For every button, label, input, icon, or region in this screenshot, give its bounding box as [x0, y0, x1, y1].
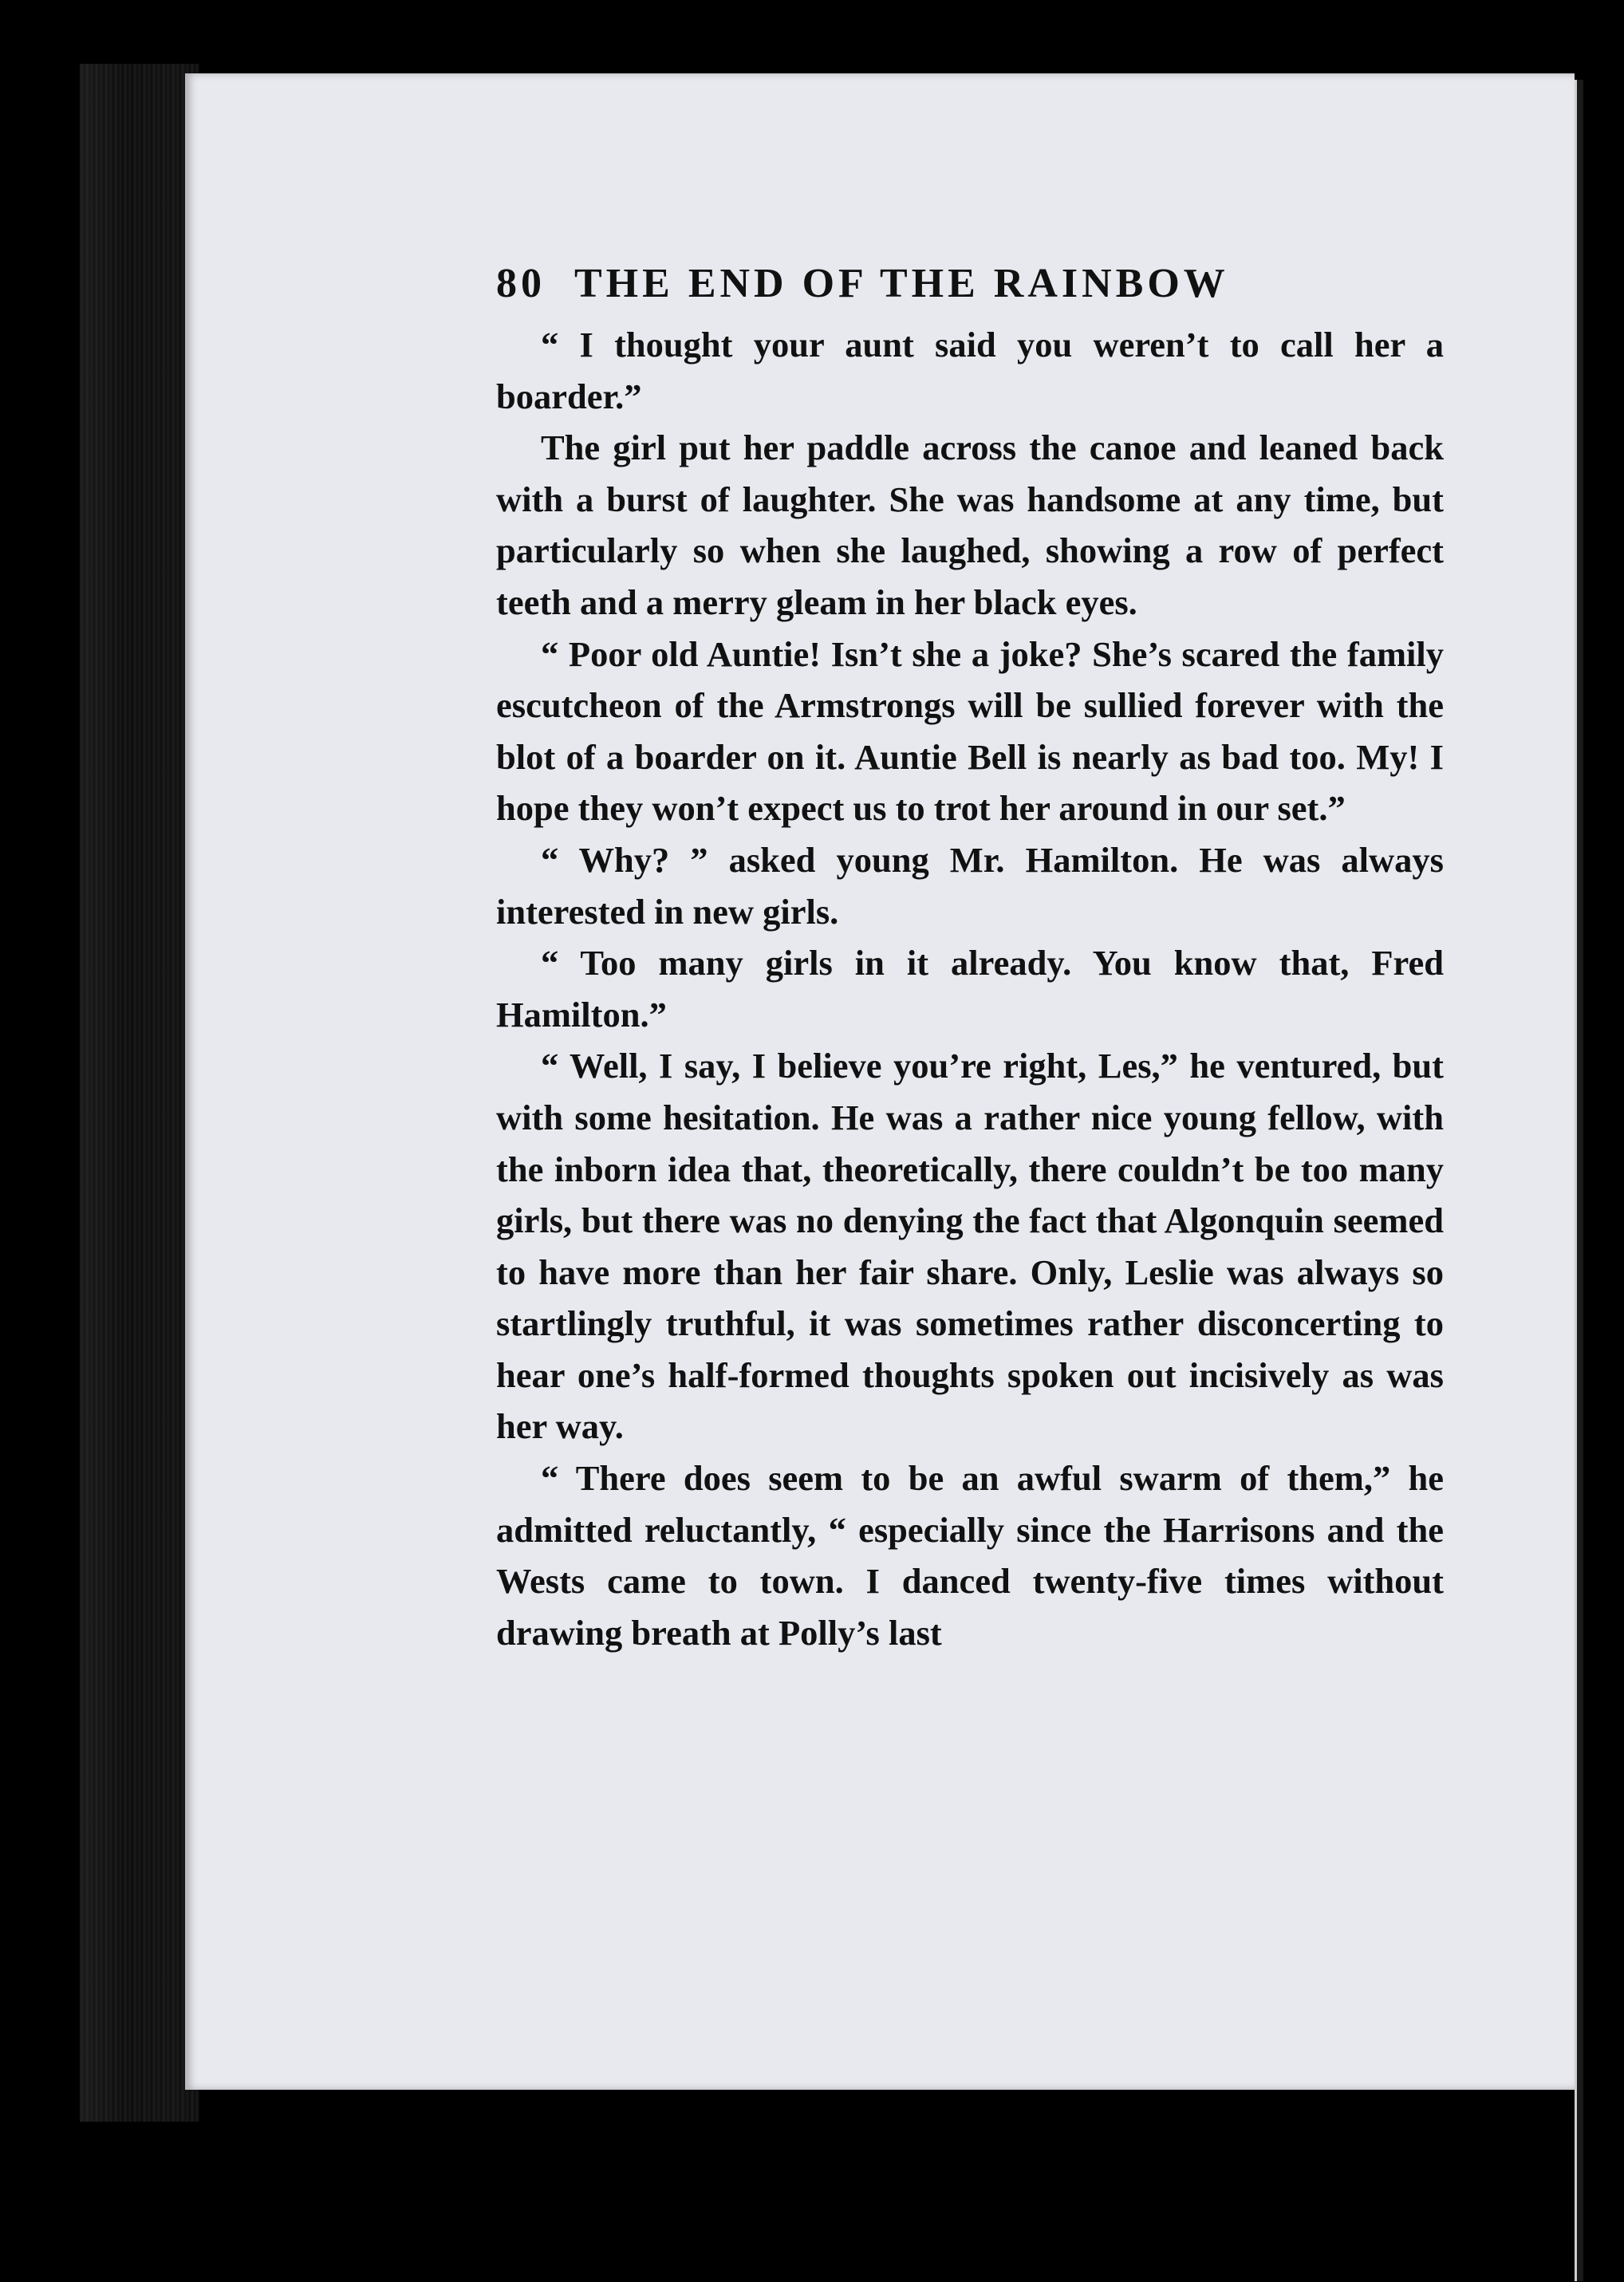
page-number: 80	[496, 261, 546, 306]
facing-page-edge	[1575, 80, 1583, 2281]
paragraph: “ Poor old Auntie! Isn’t she a joke? She’s scared the family escutcheon of the Armstrongs will be sullied forever with the blot of a boarder on it. Auntie Bell is nearly as bad too. My! I hope they won’t expect us to trot her around in our set.”	[496, 633, 1444, 829]
page-content	[496, 249, 1444, 1658]
running-title: THE END OF THE RAINBOW	[574, 261, 1229, 306]
paragraph: “ Well, I say, I believe you’re right, Les,” he ventured, but with some hesitation. He was a rather nice young fellow, with the inborn idea that, theoretically, there couldn’t be too many girls, but there was no denying the fact that Algonquin seemed to have more than her fair share. Only, Leslie was always so startlingly truthful, it was sometimes rather disconcerting to hear one’s half-formed thoughts spoken out incisively as was her way.	[496, 1046, 1444, 1447]
paragraph: The girl put her paddle across the canoe and leaned back with a burst of laughter. She was handsome at any time, but particularly so when she laughed, showing a row of perfect teeth and a merry gleam in her black eyes.	[496, 428, 1444, 622]
running-head	[496, 249, 1444, 319]
body-text	[496, 319, 1444, 1658]
paragraph: “ I thought your aunt said you weren’t to call her a boarder.”	[496, 325, 1444, 416]
paragraph: “ Too many girls in it already. You know that, Fred Hamilton.”	[496, 943, 1444, 1035]
paragraph: “ Why? ” asked young Mr. Hamilton. He was always interested in new girls.	[496, 839, 1444, 932]
book-spine	[80, 64, 199, 2122]
paragraph: “ There does seem to be an awful swarm of them,” he admitted reluctantly, “ especially since the Harrisons and the Wests came to town. I danced twenty-five times without drawing breath at Polly’s last	[496, 1458, 1444, 1653]
